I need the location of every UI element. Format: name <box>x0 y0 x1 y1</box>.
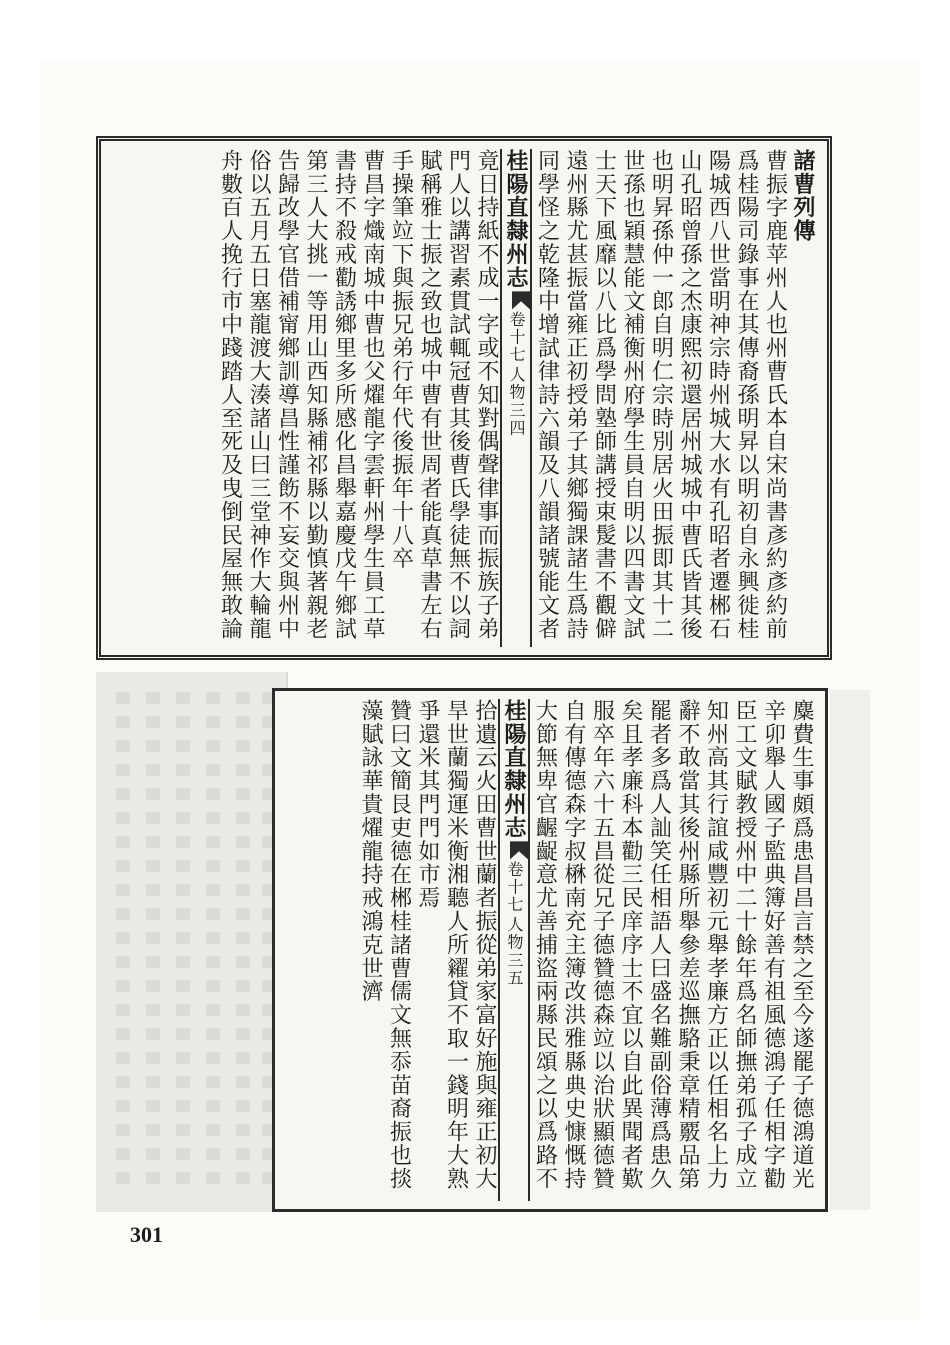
volume-label: 卷十七 <box>507 311 526 364</box>
text-column: 旱世蘭獨運米衡湘聽人所糴貸不取一錢明年大熟 <box>443 699 469 1191</box>
text-column: 拾遺云火田曹世蘭者振從弟家富好施與雍正初大 <box>472 699 497 1191</box>
text-column: 曹昌字熾南城中曹也父燿龍字雲軒州學生員工草 <box>360 149 385 641</box>
fishtail-mark-icon <box>512 291 530 309</box>
text-column: 第三人大挑一等用山西知縣補祁縣以勤慎著親老 <box>303 149 328 641</box>
text-column: 也明昇孫仲一郎自明仁宗時別居火田振即其十二 <box>648 149 674 641</box>
page-center-margin <box>498 699 530 1201</box>
text-column: 大節無卑官齷齪意尤善捕盜兩縣民頌之以爲路不 <box>532 699 558 1191</box>
text-column: 門人以講習素貫試輒冠曹其後曹氏學徒無不以詞 <box>445 149 471 641</box>
text-column: 同學怪之乾隆中增試律詩六韻及八韻諸號能文者 <box>534 149 560 641</box>
text-column: 麋費生事頗爲患昌昌言禁之至今遂罷子德鴻道光 <box>789 699 814 1191</box>
page-center-margin <box>500 149 532 647</box>
folio-number: 三四 <box>507 402 526 438</box>
text-column: 手操筆竝下與振兄弟行年代後振年十八卒 <box>388 149 414 571</box>
fishtail-mark-icon <box>510 841 528 859</box>
text-column: 賦稱雅士振之致也城中曹有世周者能真草書左右 <box>417 149 442 641</box>
section-heading: 諸曹列傳 <box>790 149 816 243</box>
text-column: 服卒年六十五昌從兄子德贊德森竝以治狀顯德贊 <box>589 699 615 1191</box>
show-through-region <box>96 672 288 1212</box>
page-number: 301 <box>130 1222 163 1247</box>
lower-columns <box>285 699 815 1201</box>
text-column: 爲桂陽司錄事在其傳裔孫明昇以明初自永興徙桂 <box>734 149 759 641</box>
show-through-edge <box>830 690 870 1210</box>
text-column: 竟日持紙不成一字或不知對偶聲律事而振族子弟 <box>474 149 499 641</box>
ghost-column <box>236 692 250 1192</box>
text-column: 士天下風靡以八比爲學問塾師講授束髲書不觀僻 <box>591 149 617 641</box>
text-column: 書持不殺戒勸誘鄉里多所感化昌舉嘉慶戊午鄉試 <box>331 149 357 641</box>
ghost-column <box>116 692 130 1192</box>
text-column: 自有傳德森字叔楙南充主簿改洪雅縣典史慷慨持 <box>561 699 586 1191</box>
text-column: 矣且孝廉科本勸三民庠序士不宜以自此異聞者歎 <box>618 699 643 1191</box>
ghost-column <box>206 692 220 1192</box>
text-column: 贊曰文簡艮吏德在郴桂諸曹儒文無忝苗裔振也掞 <box>386 699 412 1191</box>
text-column: 辭不敢當其後州縣所舉參差巡撫駱秉章精覈品第 <box>675 699 700 1191</box>
text-column: 爭還米其門門如市焉 <box>415 699 440 910</box>
text-column: 辛卯舉人國子監典簿好善有祖風德鴻子任相字勸 <box>760 699 786 1191</box>
upper-text-panel <box>96 136 832 660</box>
folio-number: 三五 <box>505 952 524 988</box>
text-column: 山孔昭曾孫之杰康熙初還居州城城中曹氏皆其後 <box>677 149 702 641</box>
section-label: 人物 <box>507 365 526 401</box>
volume-label: 卷十七 <box>505 861 524 914</box>
gazetteer-title: 桂陽直隸州志 <box>501 699 527 840</box>
text-column: 臣工文賦教授州中二十餘年爲名師撫弟孤子成立 <box>732 699 757 1191</box>
text-column: 舟數百人挽行市中踐踏人至死及曳倒民屋無敢論 <box>217 149 243 641</box>
text-column: 俗以五月五日塞龍渡大湊諸山曰三堂神作大輪龍 <box>246 149 271 641</box>
section-label: 人物 <box>505 915 524 951</box>
text-column: 世孫也穎慧能文補衡州府學生員自明以四書文試 <box>620 149 645 641</box>
upper-columns <box>111 149 817 647</box>
ghost-column <box>176 692 190 1192</box>
gazetteer-title: 桂陽直隸州志 <box>503 149 529 290</box>
text-column: 遠州縣尤甚振當雍正初授弟子其鄉獨課諸生爲詩 <box>563 149 588 641</box>
text-column: 藻賦詠華貴燿龍持戒鴻克世濟 <box>358 699 383 1004</box>
text-column: 知州高其行誼咸豐初元舉孝廉方正以任相名上力 <box>703 699 729 1191</box>
text-column: 曹振字鹿苹州人也州曹氏本自宋尚書彥約彥約前 <box>762 149 788 641</box>
ghost-column <box>146 692 160 1192</box>
text-column: 罷者多爲人訕笑任相語人曰盛名難副俗薄爲患久 <box>646 699 672 1191</box>
text-column: 陽城西八世當明神宗時州城大水有孔昭者遷郴石 <box>705 149 731 641</box>
text-column: 告歸改學官借補甯鄉訓導昌性謹飭不妄交與州中 <box>274 149 300 641</box>
lower-text-panel <box>272 688 828 1212</box>
